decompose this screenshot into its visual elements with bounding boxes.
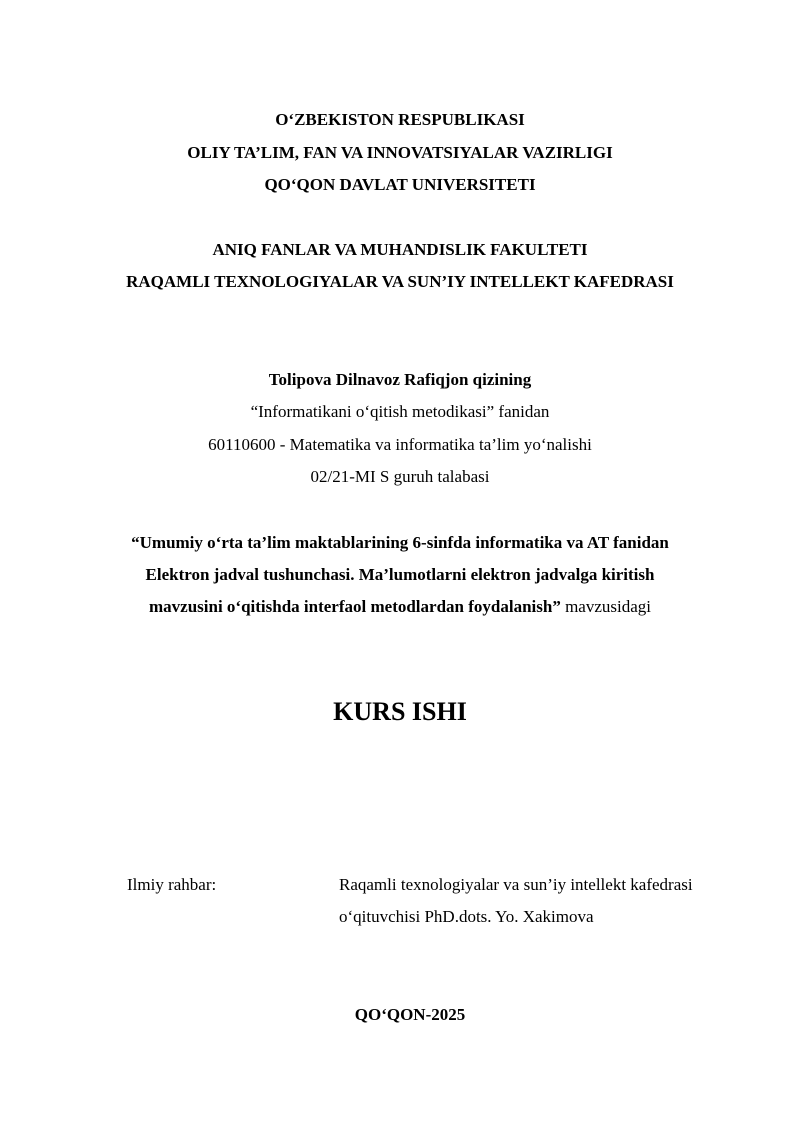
department-heading: RAQAMLI TEXNOLOGIYALAR VA SUN’IY INTELLEKT KAFEDRASI bbox=[126, 272, 674, 291]
supervisor-line-1: Raqamli texnologiyalar va sun’iy intellekt kafedrasi bbox=[339, 875, 693, 894]
document-type-title: KURS ISHI bbox=[333, 697, 467, 726]
topic-line-3-bold: mavzusini o‘qitishda interfaol metodlardan foydalanish” bbox=[149, 597, 561, 616]
supervisor-line-2: o‘qituvchisi PhD.dots. Yo. Xakimova bbox=[339, 907, 594, 926]
program-line: 60110600 - Matematika va informatika ta’lim yo‘nalishi bbox=[208, 435, 592, 454]
topic-line-1: “Umumiy o‘rta ta’lim maktablarining 6-sinfda informatika va AT fanidan bbox=[131, 533, 669, 552]
topic-line-2: Elektron jadval tushunchasi. Ma’lumotlarni elektron jadvalga kiritish bbox=[145, 565, 655, 584]
topic-line-3 bbox=[0, 596, 800, 618]
republic-heading: O‘ZBEKISTON RESPUBLIKASI bbox=[275, 110, 525, 129]
faculty-heading: ANIQ FANLAR VA MUHANDISLIK FAKULTETI bbox=[212, 240, 588, 259]
group-line: 02/21-MI S guruh talabasi bbox=[310, 467, 490, 486]
subject-line: “Informatikani o‘qitish metodikasi” fanidan bbox=[250, 402, 550, 421]
place-year: QO‘QON-2025 bbox=[354, 1005, 466, 1024]
ministry-heading: OLIY TA’LIM, FAN VA INNOVATSIYALAR VAZIRLIGI bbox=[187, 143, 613, 162]
university-heading: QO‘QON DAVLAT UNIVERSITETI bbox=[264, 175, 536, 194]
topic-line-3-suffix: mavzusidagi bbox=[560, 597, 651, 616]
supervisor-label: Ilmiy rahbar: bbox=[127, 875, 217, 894]
student-name: Tolipova Dilnavoz Rafiqjon qizining bbox=[268, 370, 532, 389]
